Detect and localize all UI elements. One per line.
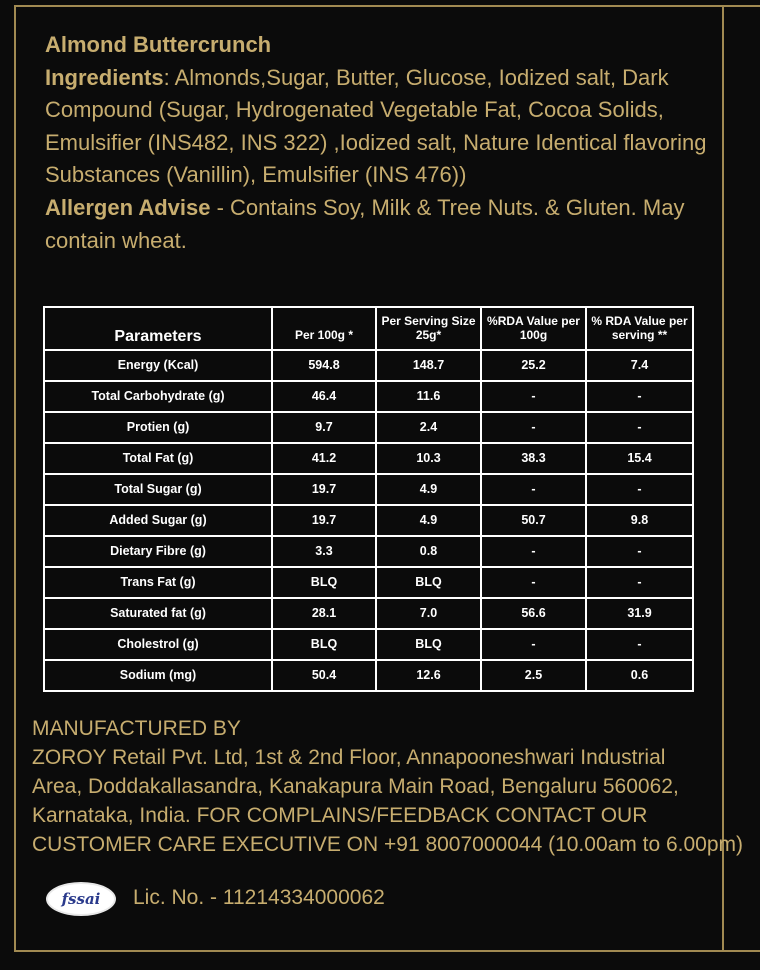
manufacturer-heading: MANUFACTURED BY bbox=[32, 717, 241, 740]
value-cell: - bbox=[481, 536, 586, 567]
value-cell: 0.8 bbox=[376, 536, 481, 567]
value-cell: - bbox=[481, 474, 586, 505]
manufacturer-line: CUSTOMER CARE EXECUTIVE ON +91 8007000044 (10.00am to 6.00pm) bbox=[32, 833, 744, 856]
value-cell: 31.9 bbox=[586, 598, 693, 629]
table-header-cell: % RDA Value per serving ** bbox=[586, 307, 693, 350]
table-row bbox=[44, 536, 693, 567]
value-cell: BLQ bbox=[272, 629, 376, 660]
value-cell: 28.1 bbox=[272, 598, 376, 629]
row-label-cell: Protien (g) bbox=[44, 412, 272, 443]
manufacturer-line: Karnataka, India. FOR COMPLAINS/FEEDBACK CONTACT OUR bbox=[32, 804, 648, 827]
fssai-logo-text: fssai bbox=[61, 890, 101, 908]
value-cell: 11.6 bbox=[376, 381, 481, 412]
row-label-cell: Total Fat (g) bbox=[44, 443, 272, 474]
value-cell: - bbox=[481, 412, 586, 443]
manufacturer-block bbox=[32, 714, 744, 859]
value-cell: 7.4 bbox=[586, 350, 693, 381]
value-cell: 19.7 bbox=[272, 474, 376, 505]
value-cell: 594.8 bbox=[272, 350, 376, 381]
value-cell: 46.4 bbox=[272, 381, 376, 412]
row-label-cell: Saturated fat (g) bbox=[44, 598, 272, 629]
row-label-cell: Energy (Kcal) bbox=[44, 350, 272, 381]
value-cell: - bbox=[586, 381, 693, 412]
value-cell: 2.4 bbox=[376, 412, 481, 443]
table-row bbox=[44, 629, 693, 660]
table-row bbox=[44, 567, 693, 598]
value-cell: 148.7 bbox=[376, 350, 481, 381]
table-row bbox=[44, 412, 693, 443]
license-number: Lic. No. - 11214334000062 bbox=[133, 886, 385, 909]
value-cell: - bbox=[586, 629, 693, 660]
row-label-cell: Total Sugar (g) bbox=[44, 474, 272, 505]
value-cell: 25.2 bbox=[481, 350, 586, 381]
table-row bbox=[44, 474, 693, 505]
value-cell: - bbox=[586, 474, 693, 505]
table-header-row bbox=[44, 307, 693, 350]
nutrition-table-container bbox=[43, 306, 692, 692]
value-cell: 2.5 bbox=[481, 660, 586, 691]
manufacturer-line: Area, Doddakallasandra, Kanakapura Main Road, Bengaluru 560062, bbox=[32, 775, 679, 798]
row-label-cell: Dietary Fibre (g) bbox=[44, 536, 272, 567]
fssai-logo bbox=[46, 882, 116, 916]
value-cell: BLQ bbox=[376, 567, 481, 598]
value-cell: - bbox=[481, 629, 586, 660]
frame-top-border bbox=[14, 5, 760, 7]
table-row bbox=[44, 350, 693, 381]
table-header-cell: %RDA Value per 100g bbox=[481, 307, 586, 350]
value-cell: 10.3 bbox=[376, 443, 481, 474]
value-cell: 4.9 bbox=[376, 474, 481, 505]
table-header-cell: Parameters bbox=[44, 307, 272, 350]
value-cell: BLQ bbox=[272, 567, 376, 598]
row-label-cell: Trans Fat (g) bbox=[44, 567, 272, 598]
ingredients-block bbox=[45, 29, 715, 257]
value-cell: 38.3 bbox=[481, 443, 586, 474]
manufacturer-line: ZOROY Retail Pvt. Ltd, 1st & 2nd Floor, Annapooneshwari Industrial bbox=[32, 746, 666, 769]
value-cell: 7.0 bbox=[376, 598, 481, 629]
nutrition-table bbox=[43, 306, 694, 692]
value-cell: - bbox=[586, 412, 693, 443]
row-label-cell: Sodium (mg) bbox=[44, 660, 272, 691]
table-row bbox=[44, 598, 693, 629]
value-cell: 9.7 bbox=[272, 412, 376, 443]
ingredients-label: Ingredients bbox=[45, 64, 164, 90]
table-row bbox=[44, 660, 693, 691]
ingredients-text: : Almonds,Sugar, Butter, Glucose, Iodized salt, Dark Compound (Sugar, Hydrogenated Vegetable Fat, Cocoa Solids, Emulsifier (INS482, INS 322) ,Iodized salt, Nature Identical flavoring Substances (Vanillin), Emulsifier (INS 476)) bbox=[45, 64, 707, 188]
value-cell: 3.3 bbox=[272, 536, 376, 567]
frame-bottom-border bbox=[14, 950, 760, 952]
table-row bbox=[44, 505, 693, 536]
row-label-cell: Total Carbohydrate (g) bbox=[44, 381, 272, 412]
value-cell: 56.6 bbox=[481, 598, 586, 629]
row-label-cell: Added Sugar (g) bbox=[44, 505, 272, 536]
allergen-paragraph bbox=[45, 192, 715, 257]
table-row bbox=[44, 443, 693, 474]
value-cell: 12.6 bbox=[376, 660, 481, 691]
frame-left-border bbox=[14, 5, 16, 952]
value-cell: 0.6 bbox=[586, 660, 693, 691]
value-cell: 9.8 bbox=[586, 505, 693, 536]
product-name: Almond Buttercrunch bbox=[45, 32, 272, 57]
value-cell: BLQ bbox=[376, 629, 481, 660]
ingredients-paragraph bbox=[45, 62, 715, 192]
table-row bbox=[44, 381, 693, 412]
value-cell: 15.4 bbox=[586, 443, 693, 474]
value-cell: - bbox=[481, 567, 586, 598]
value-cell: - bbox=[481, 381, 586, 412]
allergen-label: Allergen Advise bbox=[45, 194, 211, 220]
table-header-cell: Per Serving Size 25g* bbox=[376, 307, 481, 350]
value-cell: 50.4 bbox=[272, 660, 376, 691]
allergen-text: - Contains Soy, Milk & Tree Nuts. & Gluten. May contain wheat. bbox=[45, 194, 685, 253]
value-cell: 4.9 bbox=[376, 505, 481, 536]
value-cell: - bbox=[586, 567, 693, 598]
table-header-cell: Per 100g * bbox=[272, 307, 376, 350]
value-cell: 41.2 bbox=[272, 443, 376, 474]
table-body bbox=[44, 350, 693, 691]
value-cell: 50.7 bbox=[481, 505, 586, 536]
row-label-cell: Cholestrol (g) bbox=[44, 629, 272, 660]
value-cell: - bbox=[586, 536, 693, 567]
value-cell: 19.7 bbox=[272, 505, 376, 536]
